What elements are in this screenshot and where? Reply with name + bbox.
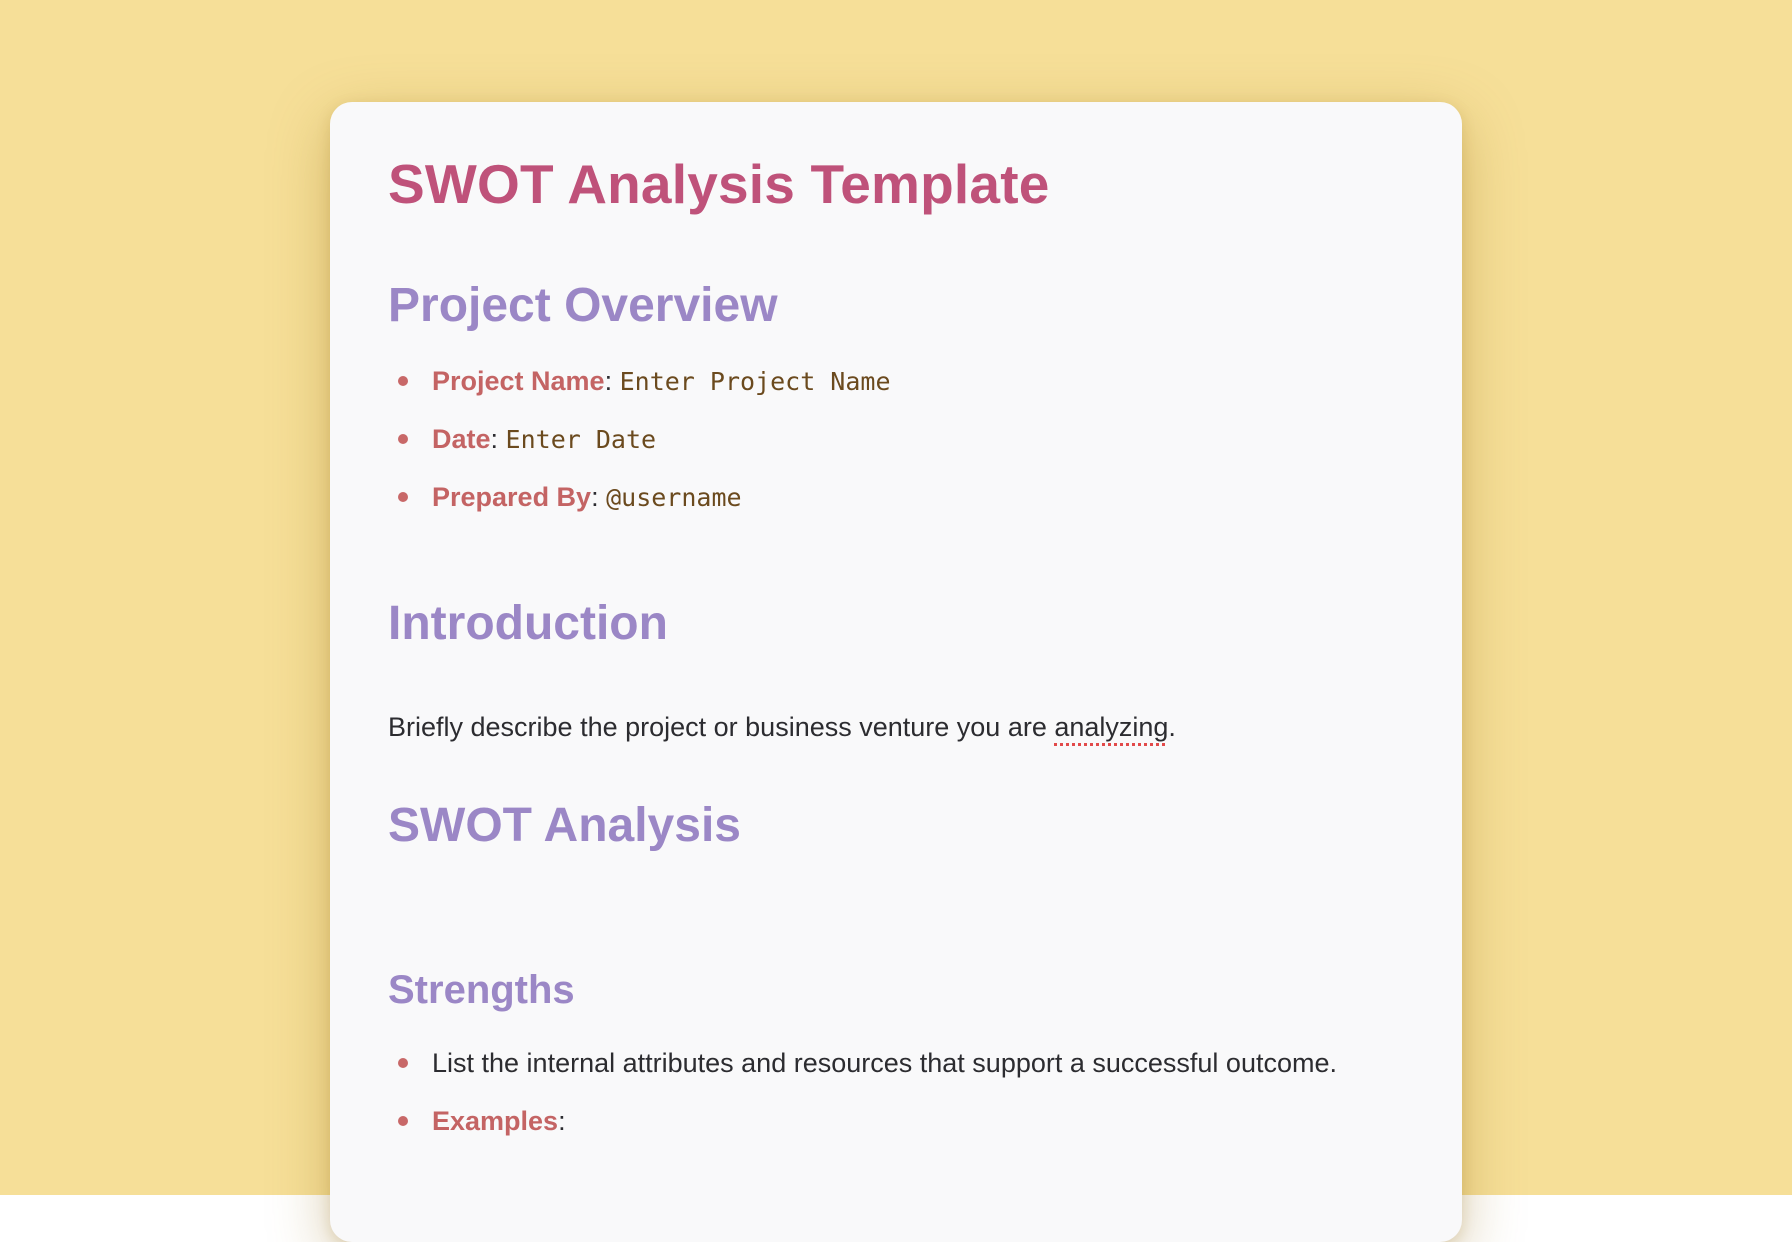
intro-text-end: . bbox=[1168, 712, 1176, 742]
list-item-date[interactable] bbox=[388, 410, 891, 468]
prepared-by-value[interactable]: @username bbox=[606, 483, 742, 512]
list-item-prepared-by[interactable] bbox=[388, 468, 891, 526]
separator: : bbox=[558, 1106, 566, 1136]
heading-introduction[interactable]: Introduction bbox=[388, 597, 668, 650]
list-item-strengths-description[interactable] bbox=[388, 1034, 1337, 1092]
separator: : bbox=[490, 424, 506, 454]
introduction-paragraph[interactable] bbox=[388, 712, 1176, 743]
separator: : bbox=[591, 482, 607, 512]
bullet-icon bbox=[398, 1058, 408, 1068]
date-label: Date bbox=[432, 424, 491, 454]
heading-swot-analysis[interactable]: SWOT Analysis bbox=[388, 799, 741, 852]
intro-text-start: Briefly describe the project or business venture you are bbox=[388, 712, 1055, 742]
document-card bbox=[330, 102, 1462, 1242]
project-overview-list bbox=[388, 352, 891, 526]
heading-strengths[interactable]: Strengths bbox=[388, 968, 575, 1012]
bullet-icon bbox=[398, 434, 408, 444]
bullet-icon bbox=[398, 1116, 408, 1126]
spellcheck-word[interactable]: analyzing bbox=[1054, 712, 1169, 742]
heading-project-overview[interactable]: Project Overview bbox=[388, 279, 778, 332]
separator: : bbox=[604, 366, 620, 396]
list-item-examples[interactable] bbox=[388, 1092, 1337, 1150]
document-title[interactable]: SWOT Analysis Template bbox=[388, 153, 1050, 215]
project-name-label: Project Name bbox=[432, 366, 605, 396]
strengths-description: List the internal attributes and resources that support a successful outcome. bbox=[432, 1048, 1337, 1078]
bullet-icon bbox=[398, 376, 408, 386]
strengths-list bbox=[388, 1034, 1337, 1150]
date-value[interactable]: Enter Date bbox=[505, 425, 657, 454]
list-item-project-name[interactable] bbox=[388, 352, 891, 410]
project-name-value[interactable]: Enter Project Name bbox=[619, 367, 891, 396]
bullet-icon bbox=[398, 492, 408, 502]
prepared-by-label: Prepared By bbox=[432, 482, 592, 512]
examples-label: Examples bbox=[432, 1106, 559, 1136]
